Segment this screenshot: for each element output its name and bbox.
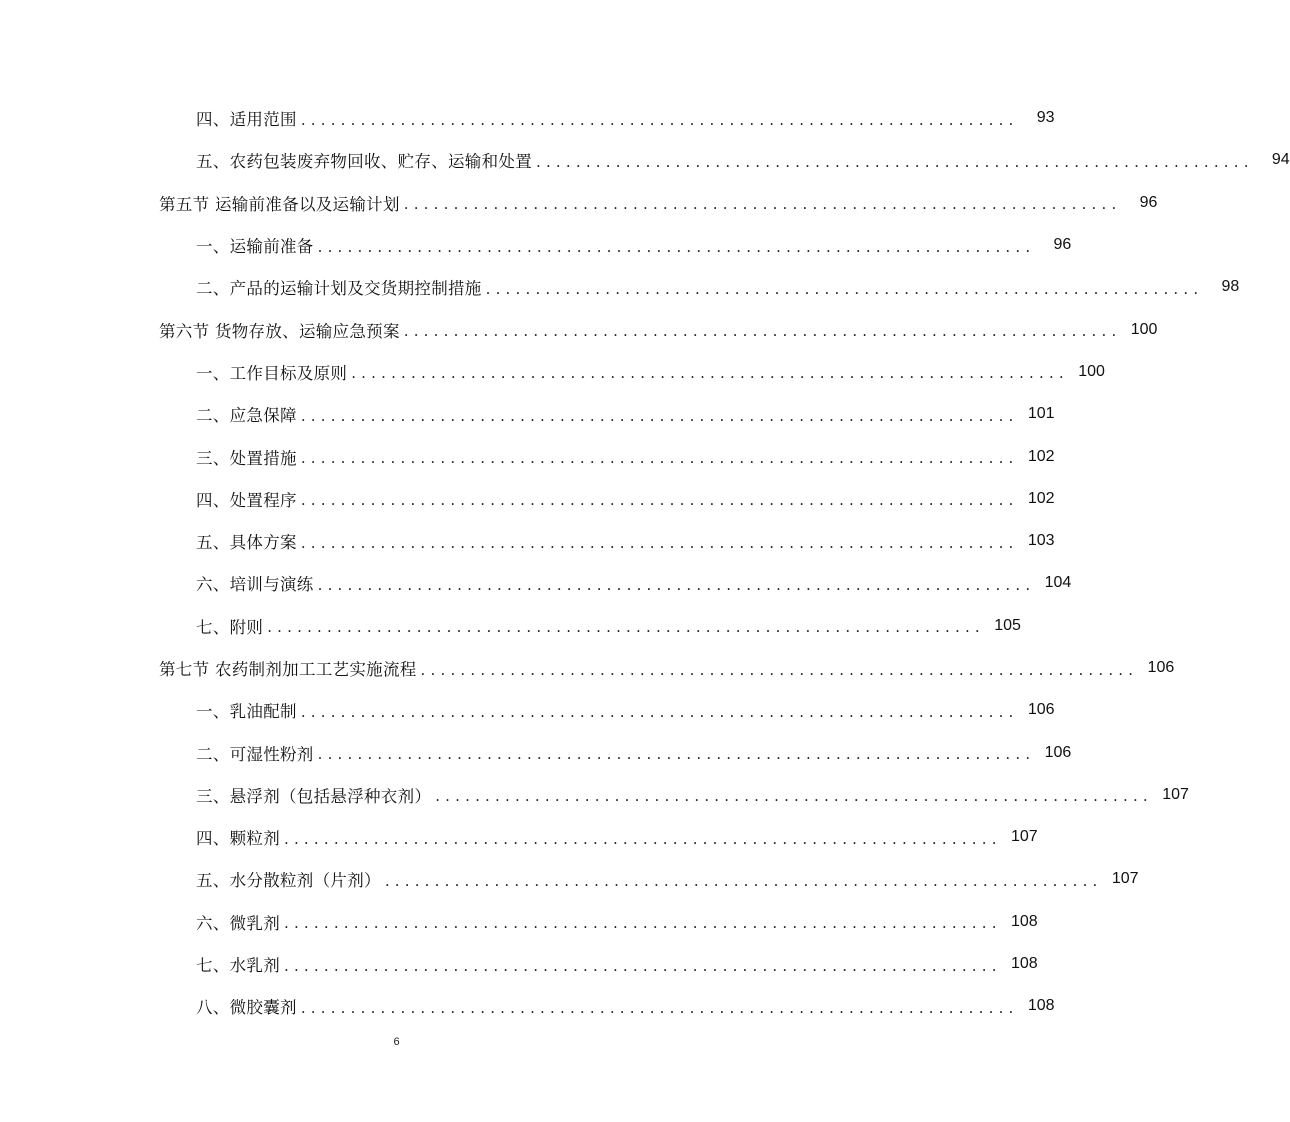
toc-entry-title: 六、微乳剂: [196, 913, 280, 933]
toc-leader-dots: ........................................................................: [351, 364, 1069, 383]
toc-entry-title: 五、水分散粒剂（片剂）: [196, 871, 381, 891]
toc-entry-page: 105: [994, 616, 1021, 634]
toc-entry-title: 第七节 农药制剂加工工艺实施流程: [159, 660, 417, 679]
toc-entry[interactable]: [0, 351, 1105, 393]
page-number: 6: [393, 1036, 400, 1048]
toc-entry-title: 三、处置措施: [196, 448, 297, 468]
toc-entry-title: 四、适用范围: [196, 110, 297, 130]
toc-entry-title: 第五节 运输前准备以及运输计划: [159, 194, 400, 214]
toc-entry-page: 106: [1147, 659, 1175, 676]
toc-entry-page: 107: [1011, 828, 1038, 846]
toc-entry-page: 106: [1044, 743, 1072, 761]
toc-entry[interactable]: [0, 731, 1072, 773]
toc-entry-page: 108: [1011, 912, 1038, 930]
toc-entry-page: 96: [1139, 193, 1158, 211]
toc-leader-dots: ........................................................................: [267, 618, 985, 637]
toc-entry[interactable]: [0, 858, 1139, 900]
toc-entry-title: 第六节 货物存放、运输应急预案: [159, 321, 400, 341]
toc-section-entry[interactable]: [0, 182, 1158, 224]
toc-leader-dots: ........................................................................: [300, 110, 1019, 129]
toc-entry-title: 六、培训与演练: [196, 575, 314, 595]
toc-entry-title: 七、附则: [196, 617, 264, 637]
toc-entry[interactable]: [0, 943, 1038, 985]
toc-entry[interactable]: [0, 774, 1189, 816]
toc-entry[interactable]: [0, 689, 1055, 731]
toc-entry-page: 102: [1027, 489, 1055, 507]
toc-entry-page: 96: [1053, 236, 1072, 254]
toc-leader-dots: ........................................................................: [300, 406, 1019, 425]
toc-entry[interactable]: [0, 224, 1072, 266]
toc-leader-dots: ........................................................................: [403, 195, 1122, 214]
toc-leader-dots: ........................................................................: [284, 829, 1002, 848]
toc-leader-dots: ........................................................................: [317, 575, 1036, 594]
toc-entry[interactable]: [0, 393, 1055, 435]
toc-entry[interactable]: [0, 605, 1021, 647]
toc-entry-page: 106: [1027, 701, 1055, 719]
toc-entry-title: 三、悬浮剂（包括悬浮种衣剂）: [196, 786, 432, 806]
toc-leader-dots: ........................................................................: [485, 279, 1204, 298]
toc-entry[interactable]: [0, 985, 1055, 1027]
toc-entry-page: 108: [1011, 955, 1038, 973]
toc-entry-title: 七、水乳剂: [196, 956, 280, 976]
toc-entry[interactable]: [0, 478, 1055, 520]
toc-leader-dots: ........................................................................: [403, 322, 1122, 341]
toc-section-entry[interactable]: [0, 647, 1175, 689]
toc-entry-title: 一、工作目标及原则: [196, 363, 348, 383]
toc-leader-dots: ........................................................................: [384, 871, 1103, 890]
toc-entry-title: 五、具体方案: [196, 533, 297, 553]
toc-entry-title: 八、微胶囊剂: [196, 998, 297, 1018]
toc-entry-title: 四、处置程序: [196, 490, 297, 510]
toc-section-entry[interactable]: [0, 308, 1158, 350]
toc-entry-title: 一、运输前准备: [196, 237, 314, 257]
toc-entry[interactable]: [0, 901, 1038, 943]
toc-entry-title: 一、乳油配制: [196, 702, 297, 722]
toc-leader-dots: ........................................................................: [536, 152, 1254, 171]
toc-entry[interactable]: [0, 816, 1038, 858]
toc-leader-dots: ........................................................................: [284, 914, 1002, 933]
toc-entry-page: 94: [1271, 151, 1290, 169]
toc-leader-dots: ........................................................................: [420, 660, 1139, 679]
toc-entry-title: 二、应急保障: [196, 406, 297, 426]
toc-leader-dots: ........................................................................: [300, 702, 1019, 721]
toc-entry[interactable]: [0, 266, 1240, 308]
toc-entry-page: 100: [1130, 320, 1158, 338]
toc-entry[interactable]: [0, 139, 1290, 181]
toc-entry-page: 107: [1111, 870, 1139, 888]
toc-entry-page: 93: [1036, 109, 1055, 127]
toc-leader-dots: ........................................................................: [317, 237, 1036, 256]
toc-leader-dots: ........................................................................: [300, 998, 1019, 1017]
toc-entry-page: 102: [1027, 447, 1055, 465]
toc-entry-page: 107: [1162, 785, 1189, 803]
toc-entry[interactable]: [0, 435, 1055, 477]
toc-leader-dots: ........................................................................: [300, 533, 1019, 552]
toc-entry-page: 104: [1044, 574, 1072, 592]
toc-leader-dots: ........................................................................: [284, 956, 1002, 975]
toc-entry-title: 二、产品的运输计划及交货期控制措施: [196, 279, 482, 299]
toc-entry[interactable]: [0, 562, 1072, 604]
toc-leader-dots: ........................................................................: [435, 787, 1153, 806]
table-of-contents: [0, 97, 1290, 1028]
toc-entry-title: 五、农药包装废弃物回收、贮存、运输和处置: [196, 152, 532, 172]
toc-entry-page: 103: [1027, 532, 1055, 550]
toc-entry[interactable]: [0, 520, 1055, 562]
toc-leader-dots: ........................................................................: [300, 449, 1019, 468]
toc-entry-page: 100: [1078, 362, 1105, 380]
toc-entry-title: 二、可湿性粉剂: [196, 744, 314, 764]
toc-entry-title: 四、颗粒剂: [196, 829, 280, 849]
toc-entry-page: 98: [1221, 278, 1240, 296]
toc-leader-dots: ........................................................................: [317, 745, 1036, 764]
toc-entry[interactable]: [0, 97, 1055, 139]
toc-entry-page: 101: [1027, 405, 1055, 423]
toc-entry-page: 108: [1027, 997, 1055, 1015]
toc-leader-dots: ........................................................................: [300, 491, 1019, 510]
